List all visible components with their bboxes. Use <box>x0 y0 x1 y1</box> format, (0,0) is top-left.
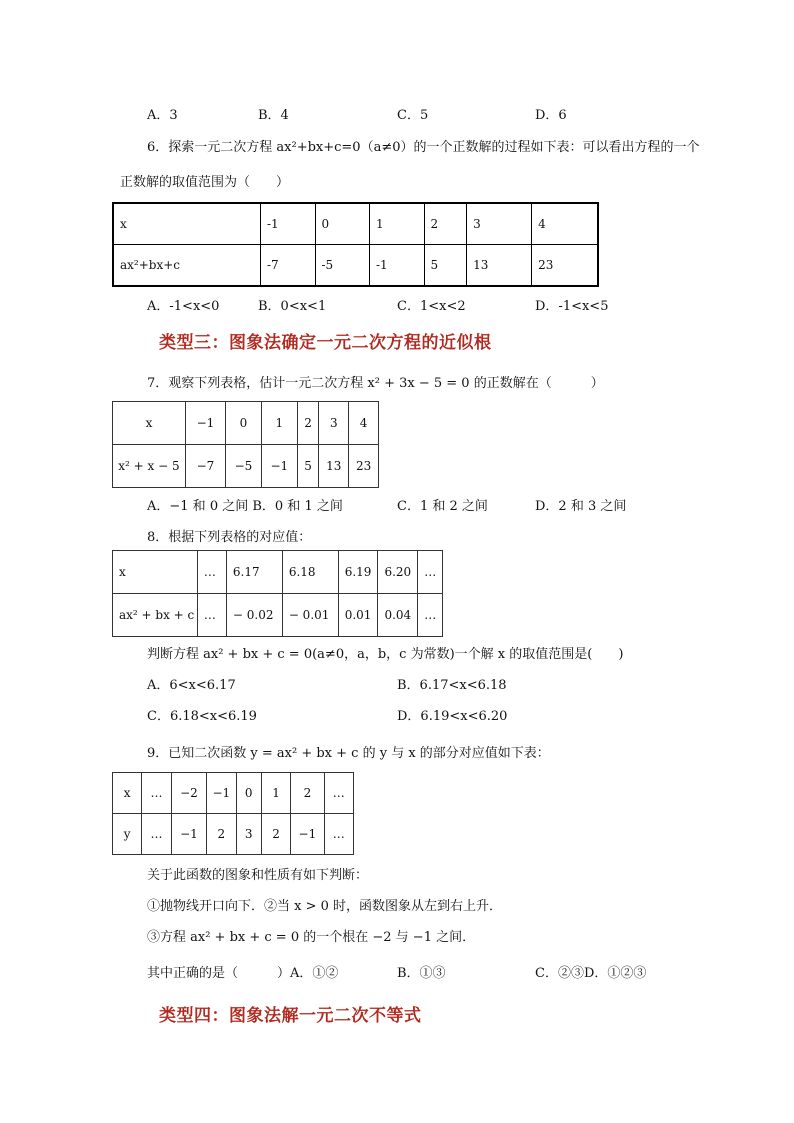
table-cell: 2 <box>424 203 467 245</box>
table-cell: 6.19 <box>338 551 378 594</box>
q9-stem: 9．已知二次函数 y = ax² + bx + c 的 y 与 x 的部分对应值如下表： <box>147 746 550 761</box>
table-row <box>113 773 354 814</box>
q9-table <box>112 772 354 855</box>
table-cell: 5 <box>297 445 319 488</box>
table-cell: 1 <box>261 773 290 814</box>
table-row <box>113 445 379 488</box>
table-cell: 13 <box>319 445 349 488</box>
table-cell: 1 <box>370 203 425 245</box>
table-cell: … <box>418 551 443 594</box>
q5-option-d: D．6 <box>535 108 567 123</box>
table-cell: 2 <box>207 814 236 855</box>
q8-option-c: C．6.18<x<6.19 <box>147 709 257 724</box>
table-cell: y <box>113 814 142 855</box>
q6-option-a: A．-1<x<0 <box>147 299 220 314</box>
table-cell: 3 <box>467 203 532 245</box>
q5-option-c: C．5 <box>397 108 429 123</box>
table-cell: 2 <box>297 402 319 445</box>
table-cell: −5 <box>225 445 261 488</box>
section-heading-3: 类型三：图象法确定一元二次方程的近似根 <box>159 333 492 353</box>
table-row <box>113 245 598 287</box>
table-cell: 13 <box>467 245 532 287</box>
q6-stem-line1: 6．探索一元二次方程 ax²+bx+c=0（a≠0）的一个正数解的过程如下表：可以看出方程的一个 <box>147 140 700 155</box>
table-cell: −1 <box>261 445 297 488</box>
q7-option-d: D．2 和 3 之间 <box>535 499 627 514</box>
table-cell: 6.20 <box>378 551 418 594</box>
table-cell: … <box>324 814 353 855</box>
q8-table <box>112 550 443 637</box>
table-cell: −1 <box>171 814 206 855</box>
table-cell: 0 <box>225 402 261 445</box>
table-cell: -7 <box>261 245 316 287</box>
table-cell: 2 <box>291 773 324 814</box>
table-row <box>113 203 598 245</box>
table-cell: −7 <box>185 445 225 488</box>
q5-option-b: B．4 <box>258 108 289 123</box>
table-cell: − 0.02 <box>226 594 282 637</box>
table-cell: 2 <box>261 814 290 855</box>
q9-option-cd: C．②③D．①②③ <box>535 966 647 981</box>
table-cell: ax²+bx+c <box>113 245 261 287</box>
table-cell: 3 <box>236 814 261 855</box>
q9-option-b: B．①③ <box>397 966 446 981</box>
table-cell: −1 <box>291 814 324 855</box>
table-row <box>113 594 443 637</box>
table-cell: -1 <box>370 245 425 287</box>
q6-option-b: B．0<x<1 <box>258 299 327 314</box>
table-cell: … <box>197 551 226 594</box>
q8-option-a: A．6<x<6.17 <box>147 678 236 693</box>
table-row <box>113 551 443 594</box>
q8-judge: 判断方程 ax² + bx + c = 0(a≠0，a，b，c 为常数)一个解 x 的取值范围是( ) <box>147 647 624 662</box>
table-cell: −1 <box>185 402 225 445</box>
table-cell: … <box>142 773 171 814</box>
q8-option-b: B．6.17<x<6.18 <box>397 678 507 693</box>
table-cell: 4 <box>532 203 598 245</box>
table-cell: 6.17 <box>226 551 282 594</box>
table-cell: 6.18 <box>282 551 338 594</box>
q6-table <box>112 202 599 287</box>
table-cell: 0 <box>315 203 370 245</box>
table-cell: 3 <box>319 402 349 445</box>
table-cell: 23 <box>532 245 598 287</box>
table-cell: -1 <box>261 203 316 245</box>
table-cell: 1 <box>261 402 297 445</box>
table-cell: x² + x − 5 <box>113 445 186 488</box>
q5-option-a: A．3 <box>147 108 178 123</box>
table-cell: 0.04 <box>378 594 418 637</box>
table-row <box>113 402 379 445</box>
table-cell: −2 <box>171 773 206 814</box>
q8-stem: 8．根据下列表格的对应值： <box>147 530 312 545</box>
q9-statement-3: ③方程 ax² + bx + c = 0 的一个根在 −2 与 −1 之间． <box>147 930 476 945</box>
table-cell: x <box>113 773 142 814</box>
table-cell: … <box>418 594 443 637</box>
q7-table <box>112 401 379 488</box>
table-cell: … <box>142 814 171 855</box>
table-row <box>113 814 354 855</box>
table-cell: … <box>324 773 353 814</box>
table-cell: 4 <box>349 402 379 445</box>
q8-option-d: D．6.19<x<6.20 <box>397 709 508 724</box>
table-cell: −1 <box>207 773 236 814</box>
q7-stem: 7．观察下列表格，估计一元二次方程 x² + 3x − 5 = 0 的正数解在（ ） <box>147 376 604 391</box>
table-cell: 0.01 <box>338 594 378 637</box>
table-cell: 0 <box>236 773 261 814</box>
table-cell: ax² + bx + c <box>113 594 198 637</box>
table-cell: x <box>113 402 186 445</box>
q9-judge: 关于此函数的图象和性质有如下判断： <box>147 868 369 883</box>
q9-answer-line: 其中正确的是（ ）A．①② <box>147 966 339 981</box>
q6-option-c: C．1<x<2 <box>397 299 466 314</box>
table-cell: 23 <box>349 445 379 488</box>
table-cell: − 0.01 <box>282 594 338 637</box>
table-cell: x <box>113 203 261 245</box>
q9-statement-1-2: ①抛物线开口向下．②当 x > 0 时，函数图象从左到右上升． <box>147 899 503 914</box>
q6-option-d: D．-1<x<5 <box>535 299 609 314</box>
q7-option-ab: A．−1 和 0 之间 B．0 和 1 之间 <box>147 499 343 514</box>
section-heading-4: 类型四：图象法解一元二次不等式 <box>159 1006 422 1026</box>
table-cell: … <box>197 594 226 637</box>
q6-stem-line2: 正数解的取值范围为（ ） <box>120 175 290 190</box>
q7-option-c: C．1 和 2 之间 <box>397 499 488 514</box>
table-cell: 5 <box>424 245 467 287</box>
table-cell: x <box>113 551 198 594</box>
table-cell: -5 <box>315 245 370 287</box>
